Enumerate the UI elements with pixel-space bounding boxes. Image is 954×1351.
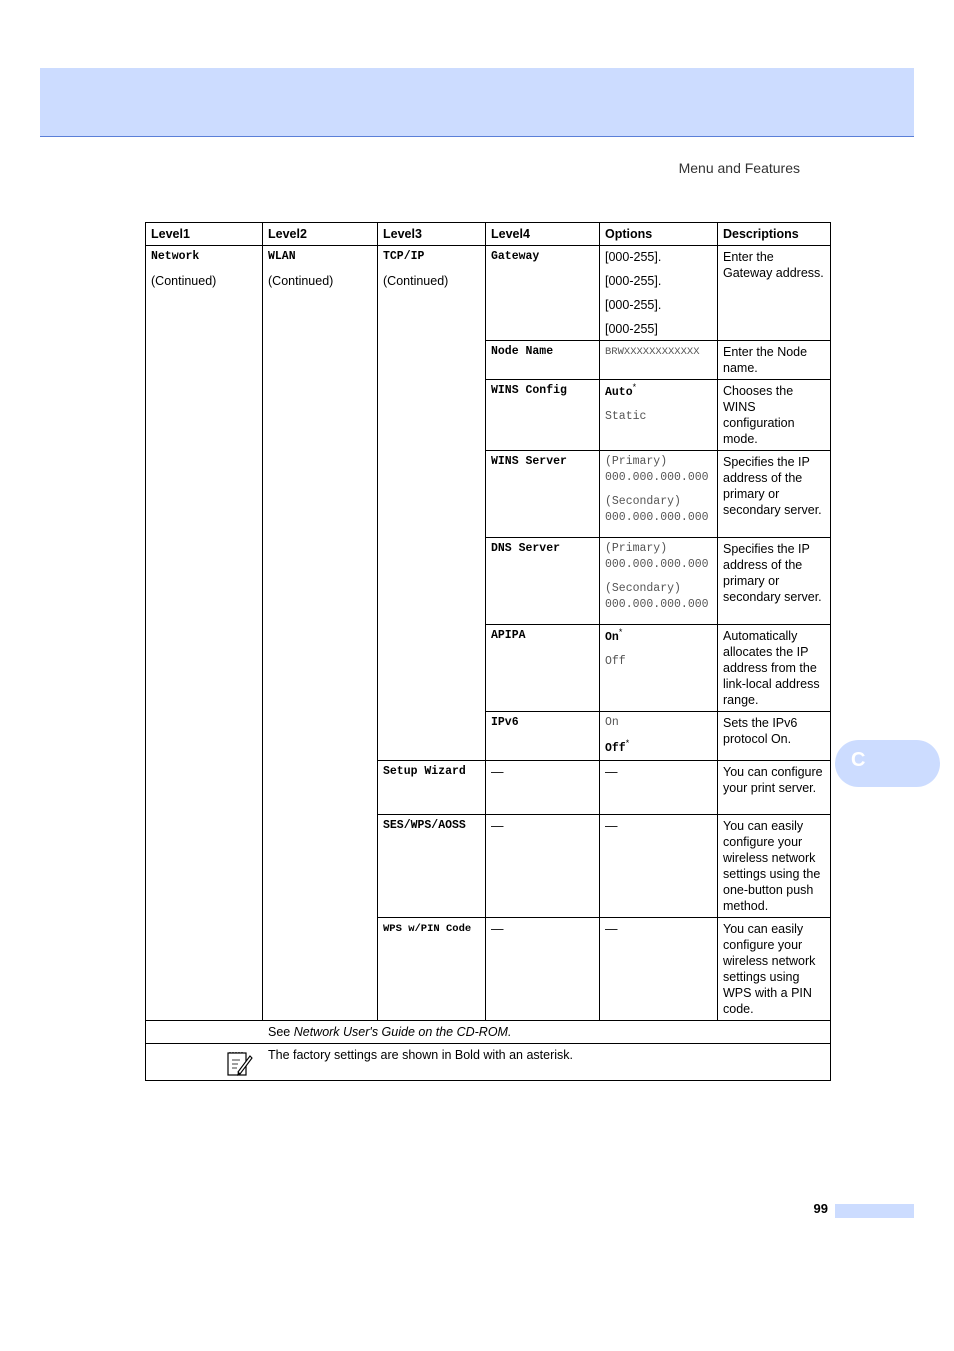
level3-cell bbox=[378, 246, 486, 761]
option-value: 000.000.000.000 bbox=[605, 558, 709, 571]
table-header-row bbox=[146, 223, 831, 246]
level3-setup-wizard: Setup Wizard bbox=[378, 761, 486, 815]
description-wps-pin-code: You can easily configure your wireless network settings using WPS with a PIN code. bbox=[718, 918, 831, 1021]
options-node-name bbox=[600, 341, 718, 380]
col-header-descriptions: Descriptions bbox=[718, 223, 831, 246]
level4-wins-config: WINS Config bbox=[486, 380, 600, 451]
level4-node-name: Node Name bbox=[486, 341, 600, 380]
see-reference: Network User's Guide on the CD-ROM. bbox=[293, 1025, 512, 1039]
description-wins-config: Chooses the WINS configuration mode. bbox=[718, 380, 831, 451]
page-number: 99 bbox=[813, 1201, 828, 1216]
options-dns-server bbox=[600, 538, 718, 625]
default-asterisk: * bbox=[625, 737, 630, 748]
options-wins-config bbox=[600, 380, 718, 451]
level2-cell bbox=[263, 246, 378, 1021]
level3-name: TCP/IP bbox=[383, 250, 425, 263]
chapter-tab bbox=[835, 740, 940, 787]
options-dash: — bbox=[600, 918, 718, 1021]
level1-continued: (Continued) bbox=[151, 274, 217, 288]
col-header-level2: Level2 bbox=[263, 223, 378, 246]
option-value: [000-255]. bbox=[605, 250, 662, 264]
level1-cell bbox=[146, 246, 263, 1021]
col-header-level3: Level3 bbox=[378, 223, 486, 246]
option-label: (Secondary) bbox=[605, 495, 681, 508]
description-gateway: Enter the Gateway address. bbox=[718, 246, 831, 341]
option-value: [000-255] bbox=[605, 322, 658, 336]
description-ses-wps-aoss: You can easily configure your wireless network settings using the one-button push method. bbox=[718, 815, 831, 918]
option-value: Off bbox=[605, 655, 626, 668]
default-asterisk: * bbox=[632, 381, 637, 392]
option-value: [000-255]. bbox=[605, 274, 662, 288]
option-label: (Primary) bbox=[605, 542, 668, 555]
option-label: (Secondary) bbox=[605, 582, 681, 595]
note-cell bbox=[146, 1044, 831, 1081]
level2-name: WLAN bbox=[268, 250, 296, 263]
description-wins-server: Specifies the IP address of the primary or secondary server. bbox=[718, 451, 831, 538]
option-value: 000.000.000.000 bbox=[605, 511, 709, 524]
description-setup-wizard: You can configure your print server. bbox=[718, 761, 831, 815]
col-header-level1: Level1 bbox=[146, 223, 263, 246]
options-dash: — bbox=[600, 761, 718, 815]
level4-ipv6: IPv6 bbox=[486, 712, 600, 761]
option-value: On bbox=[605, 716, 619, 729]
running-header: Menu and Features bbox=[678, 160, 800, 176]
table-row bbox=[146, 246, 831, 341]
default-asterisk: * bbox=[618, 626, 623, 637]
chapter-tab-label: C bbox=[851, 749, 866, 771]
level4-gateway: Gateway bbox=[486, 246, 600, 341]
option-label: (Primary) bbox=[605, 455, 668, 468]
level4-wins-server: WINS Server bbox=[486, 451, 600, 538]
option-default-value: Off bbox=[605, 742, 626, 755]
description-ipv6: Sets the IPv6 protocol On. bbox=[718, 712, 831, 761]
description-node-name: Enter the Node name. bbox=[718, 341, 831, 380]
options-wins-server bbox=[600, 451, 718, 538]
level3-ses-wps-aoss: SES/WPS/AOSS bbox=[378, 815, 486, 918]
level2-continued: (Continued) bbox=[268, 274, 334, 288]
option-default-value: On bbox=[605, 631, 619, 644]
options-dash: — bbox=[600, 815, 718, 918]
level3-wps-pin-code: WPS w/PIN Code bbox=[378, 918, 486, 1021]
see-prefix: See bbox=[268, 1025, 294, 1039]
menu-table bbox=[145, 222, 831, 1081]
option-value: Static bbox=[605, 410, 647, 423]
option-value: BRWXXXXXXXXXXXX bbox=[605, 346, 700, 358]
options-ipv6 bbox=[600, 712, 718, 761]
options-gateway bbox=[600, 246, 718, 341]
see-reference-row bbox=[146, 1021, 831, 1044]
note-row bbox=[146, 1044, 831, 1081]
level4-dash: — bbox=[486, 761, 600, 815]
page-number-bar bbox=[835, 1204, 914, 1218]
level1-name: Network bbox=[151, 250, 200, 263]
level4-apipa: APIPA bbox=[486, 625, 600, 712]
level4-dash: — bbox=[486, 815, 600, 918]
col-header-options: Options bbox=[600, 223, 718, 246]
option-value: [000-255]. bbox=[605, 298, 662, 312]
description-dns-server: Specifies the IP address of the primary or secondary server. bbox=[718, 538, 831, 625]
level3-continued: (Continued) bbox=[383, 274, 449, 288]
note-pencil-icon bbox=[226, 1050, 254, 1082]
option-value: 000.000.000.000 bbox=[605, 471, 709, 484]
see-reference-cell bbox=[146, 1021, 831, 1044]
note-text: The factory settings are shown in Bold with an asterisk. bbox=[268, 1048, 574, 1062]
option-default-value: Auto bbox=[605, 386, 633, 399]
level4-dash: — bbox=[486, 918, 600, 1021]
option-value: 000.000.000.000 bbox=[605, 598, 709, 611]
col-header-level4: Level4 bbox=[486, 223, 600, 246]
header-band bbox=[40, 68, 914, 137]
description-apipa: Automatically allocates the IP address from the link-local address range. bbox=[718, 625, 831, 712]
level4-dns-server: DNS Server bbox=[486, 538, 600, 625]
options-apipa bbox=[600, 625, 718, 712]
